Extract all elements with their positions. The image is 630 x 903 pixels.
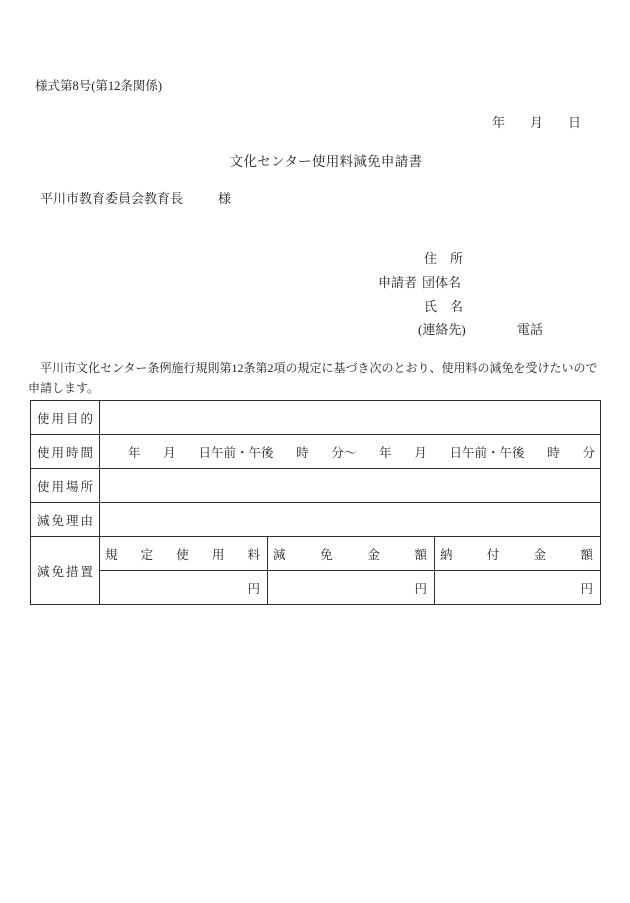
table-row-purpose xyxy=(31,401,601,435)
document-title: 文化センター使用料減免申請書 xyxy=(229,154,423,169)
table-row-measure-headers xyxy=(31,537,601,571)
time-token-month-end: 月 xyxy=(414,445,427,460)
applicant-role-label: 申請者 xyxy=(378,275,418,290)
place-value-cell xyxy=(100,469,601,503)
reason-value-cell xyxy=(100,503,601,537)
table-row-time xyxy=(31,435,601,469)
applicant-address-label: 住 所 xyxy=(424,251,464,266)
measure-label: 減免措置 xyxy=(31,537,100,605)
fee-column-reduced: 減免金額 xyxy=(268,537,435,571)
yen-cell-payable: 円 xyxy=(435,571,601,605)
table-row-reason xyxy=(31,503,601,537)
time-label: 使用時間 xyxy=(31,435,100,469)
time-token-year-start: 年 xyxy=(128,445,141,460)
addressee-line xyxy=(40,192,231,206)
date-day-label: 日 xyxy=(567,115,581,130)
date-month-label: 月 xyxy=(529,115,543,130)
purpose-label: 使用目的 xyxy=(31,401,100,435)
applicant-name-label: 氏 名 xyxy=(424,299,464,314)
date-line xyxy=(492,116,581,130)
yen-cell-reduced: 円 xyxy=(268,571,435,605)
purpose-value-cell xyxy=(100,401,601,435)
applicant-contact-label: (連絡先) xyxy=(418,322,466,337)
time-tokens xyxy=(100,443,600,461)
applicant-phone-label: 電話 xyxy=(517,322,544,337)
fee-column-standard: 規定使用料 xyxy=(100,537,268,571)
table-row-measure-amounts xyxy=(31,571,601,605)
place-label: 使用場所 xyxy=(31,469,100,503)
applicant-organization-label: 団体名 xyxy=(422,275,462,290)
time-token-hour-end: 時 xyxy=(547,445,560,460)
time-token-day-ampm-end: 日午前・午後 xyxy=(449,445,525,460)
body-paragraph: 平川市文化センター条例施行規則第12条第2項の規定に基づき次のとおり、使用料の減免を受けたいので申請します。 xyxy=(28,361,598,395)
time-token-day-ampm-start: 日午前・午後 xyxy=(198,445,274,460)
reason-label: 減免理由 xyxy=(31,503,100,537)
fee-column-payable: 納付金額 xyxy=(435,537,601,571)
addressee-name: 平川市教育委員会教育長 xyxy=(40,191,184,206)
date-year-label: 年 xyxy=(492,115,506,130)
time-token-month-start: 月 xyxy=(163,445,176,460)
addressee-honorific: 様 xyxy=(218,191,232,206)
table-row-place xyxy=(31,469,601,503)
application-table xyxy=(30,400,601,605)
time-value-cell xyxy=(100,435,601,469)
time-token-minute-tilde: 分～ xyxy=(331,445,357,460)
time-token-hour-start: 時 xyxy=(296,445,309,460)
time-token-minute-end: 分 xyxy=(582,445,595,460)
time-token-year-end: 年 xyxy=(379,445,392,460)
yen-cell-standard: 円 xyxy=(100,571,268,605)
form-number: 様式第8号(第12条関係) xyxy=(35,79,163,93)
